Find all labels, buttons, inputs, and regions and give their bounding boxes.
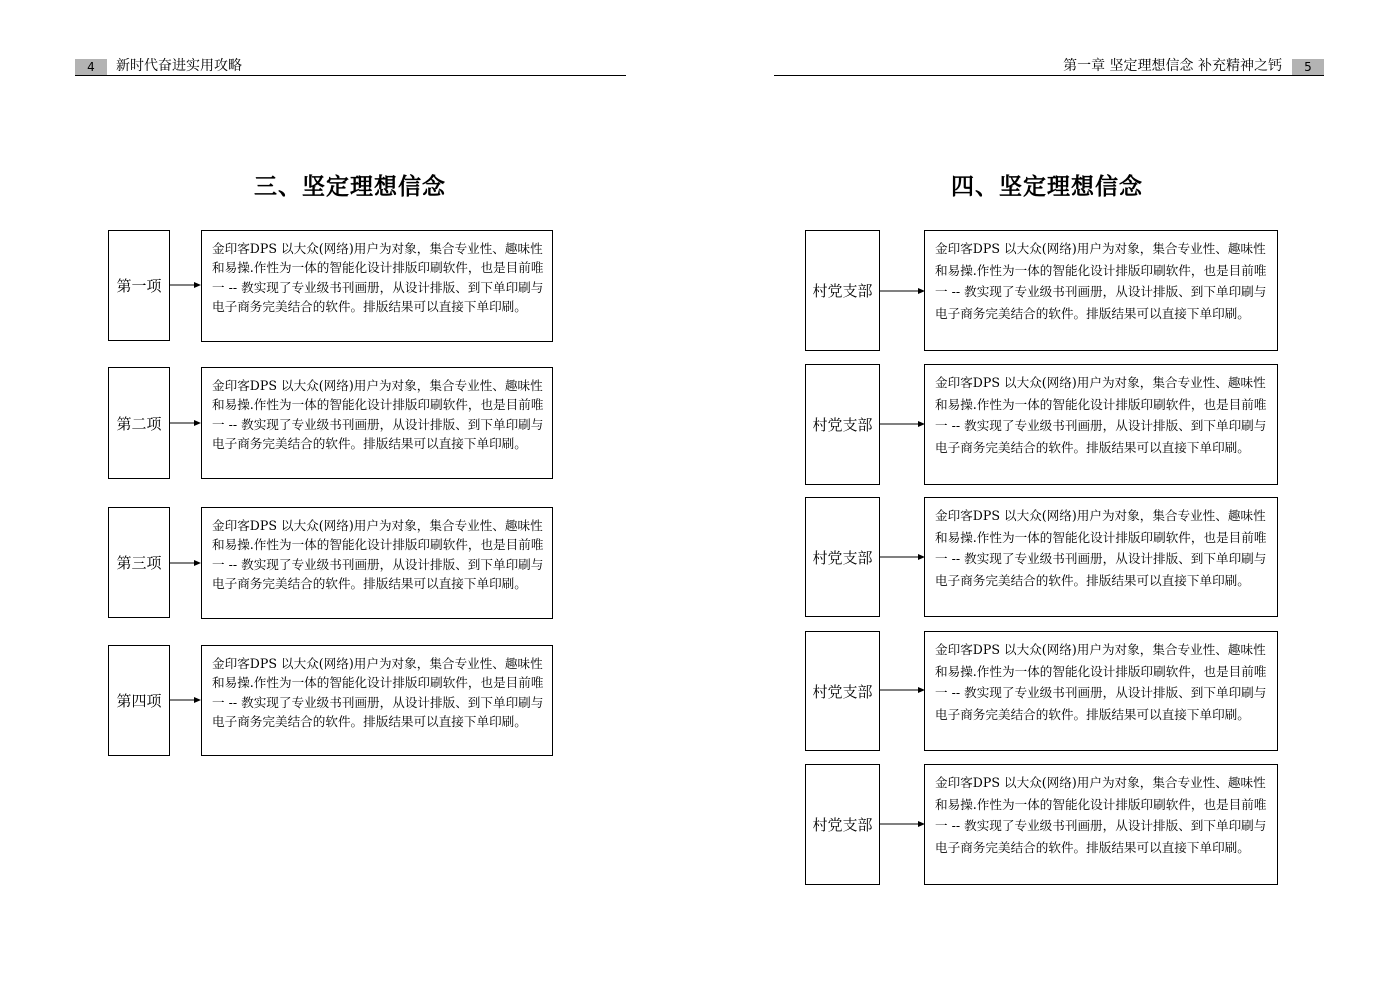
section-title: 三、坚定理想信念	[254, 174, 446, 200]
item-description-box: 金印客DPS 以大众(网络)用户为对象，集合专业性、趣味性和易操.作性为一体的智能化设计排版印刷软件，也是目前唯一 -- 教实现了专业级书刊画册，从设计排版、到下单印刷与电子商务完美结合的软件。排版结果可以直接下单印刷。	[924, 631, 1278, 751]
header-rule	[75, 75, 626, 76]
right-running-header	[774, 58, 1324, 76]
item-label-box: 村党支部	[805, 230, 880, 351]
arrow-icon	[880, 685, 926, 695]
arrow-icon	[880, 819, 926, 829]
arrow-icon	[170, 418, 202, 428]
item-description-box: 金印客DPS 以大众(网络)用户为对象，集合专业性、趣味性和易操.作性为一体的智能化设计排版印刷软件，也是目前唯一 -- 教实现了专业级书刊画册，从设计排版、到下单印刷与电子商务完美结合的软件。排版结果可以直接下单印刷。	[924, 764, 1278, 885]
item-description-box: 金印客DPS 以大众(网络)用户为对象，集合专业性、趣味性和易操.作性为一体的智能化设计排版印刷软件，也是目前唯一 -- 教实现了专业级书刊画册，从设计排版、到下单印刷与电子商务完美结合的软件。排版结果可以直接下单印刷。	[201, 230, 553, 342]
item-label-box: 第四项	[108, 645, 170, 756]
item-description-box: 金印客DPS 以大众(网络)用户为对象，集合专业性、趣味性和易操.作性为一体的智能化设计排版印刷软件，也是目前唯一 -- 教实现了专业级书刊画册，从设计排版、到下单印刷与电子商务完美结合的软件。排版结果可以直接下单印刷。	[924, 497, 1278, 617]
arrow-icon	[880, 419, 926, 429]
left-running-header	[75, 58, 626, 76]
header-rule	[774, 75, 1324, 76]
arrow-icon	[170, 280, 202, 290]
item-label-box: 村党支部	[805, 764, 880, 885]
page-number: 5	[1292, 59, 1324, 75]
item-description-box: 金印客DPS 以大众(网络)用户为对象，集合专业性、趣味性和易操.作性为一体的智能化设计排版印刷软件，也是目前唯一 -- 教实现了专业级书刊画册，从设计排版、到下单印刷与电子商务完美结合的软件。排版结果可以直接下单印刷。	[201, 367, 553, 479]
running-title: 第一章 坚定理想信念 补充精神之钙	[1063, 58, 1282, 74]
arrow-icon	[170, 558, 202, 568]
page-number: 4	[75, 59, 107, 75]
item-label-box: 第一项	[108, 230, 170, 341]
item-description-box: 金印客DPS 以大众(网络)用户为对象，集合专业性、趣味性和易操.作性为一体的智能化设计排版印刷软件，也是目前唯一 -- 教实现了专业级书刊画册，从设计排版、到下单印刷与电子商务完美结合的软件。排版结果可以直接下单印刷。	[201, 507, 553, 619]
arrow-icon	[170, 695, 202, 705]
item-label-box: 第三项	[108, 507, 170, 618]
arrow-icon	[880, 552, 926, 562]
running-title: 新时代奋进实用攻略	[116, 58, 242, 74]
item-label-box: 第二项	[108, 367, 170, 479]
item-description-box: 金印客DPS 以大众(网络)用户为对象，集合专业性、趣味性和易操.作性为一体的智能化设计排版印刷软件，也是目前唯一 -- 教实现了专业级书刊画册，从设计排版、到下单印刷与电子商务完美结合的软件。排版结果可以直接下单印刷。	[924, 364, 1278, 485]
item-label-box: 村党支部	[805, 631, 880, 751]
item-description-box: 金印客DPS 以大众(网络)用户为对象，集合专业性、趣味性和易操.作性为一体的智能化设计排版印刷软件，也是目前唯一 -- 教实现了专业级书刊画册，从设计排版、到下单印刷与电子商务完美结合的软件。排版结果可以直接下单印刷。	[201, 645, 553, 756]
right-page	[699, 0, 1398, 982]
item-label-box: 村党支部	[805, 497, 880, 617]
section-title: 四、坚定理想信念	[951, 174, 1143, 200]
arrow-icon	[880, 286, 926, 296]
item-label-box: 村党支部	[805, 364, 880, 485]
item-description-box: 金印客DPS 以大众(网络)用户为对象，集合专业性、趣味性和易操.作性为一体的智能化设计排版印刷软件，也是目前唯一 -- 教实现了专业级书刊画册，从设计排版、到下单印刷与电子商务完美结合的软件。排版结果可以直接下单印刷。	[924, 230, 1278, 351]
